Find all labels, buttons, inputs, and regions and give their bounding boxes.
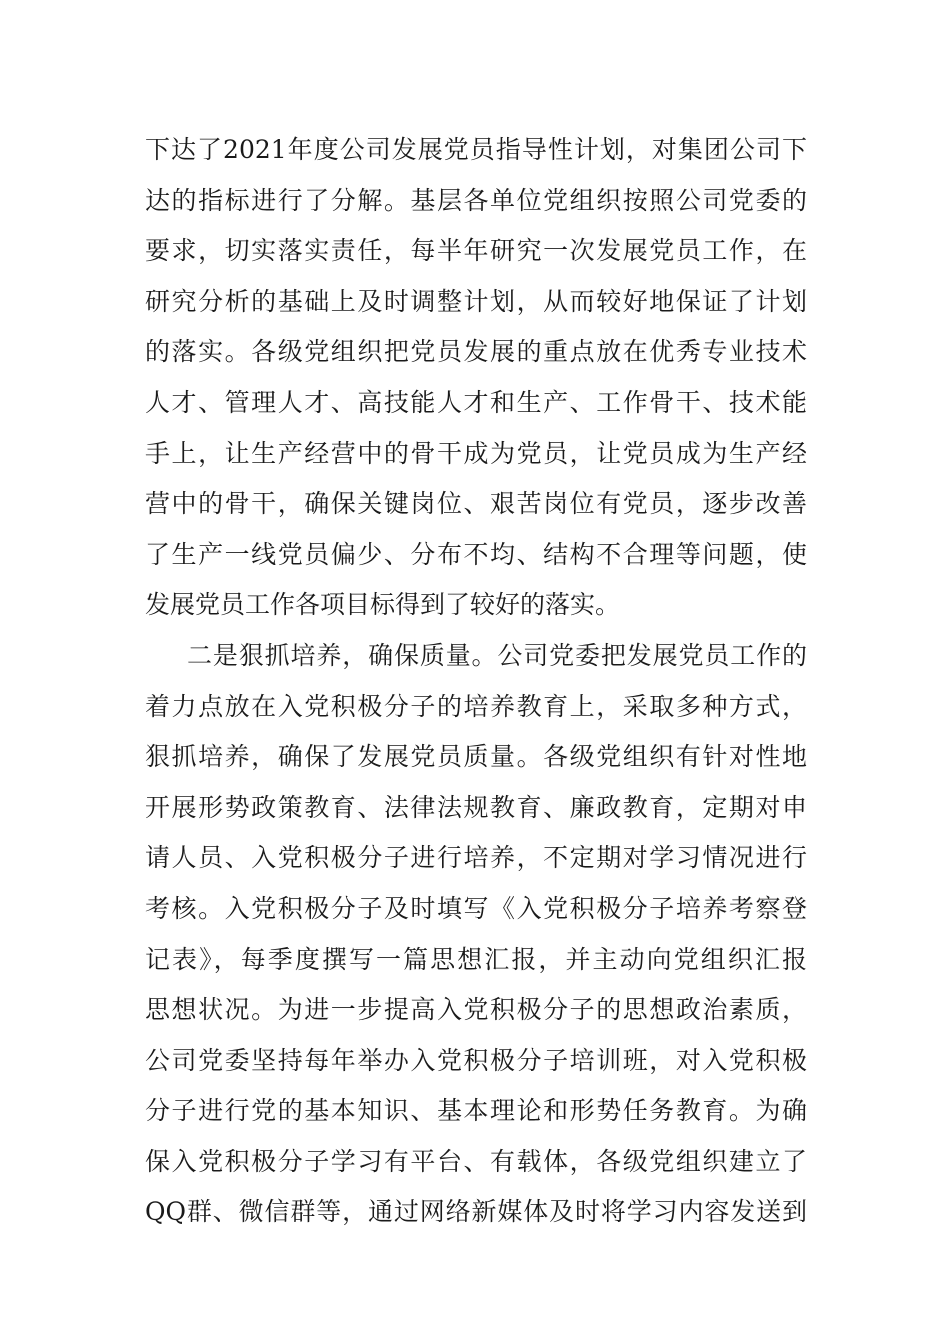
text-line: 手上，让生产经营中的骨干成为党员，让党员成为生产经	[145, 438, 807, 468]
text-line: 保入党积极分子学习有平台、有载体，各级党组织建立了	[145, 1146, 807, 1176]
text-line: 开展形势政策教育、法律法规教育、廉政教育，定期对申	[145, 792, 807, 822]
text-line: 考核。入党积极分子及时填写《入党积极分子培养考察登	[145, 893, 807, 923]
text-line: 请人员、入党积极分子进行培养，不定期对学习情况进行	[145, 843, 807, 873]
text-line: 下达了2021年度公司发展党员指导性计划，对集团公司下	[145, 135, 807, 164]
text-line: 记表》，每季度撰写一篇思想汇报，并主动向党组织汇报	[145, 944, 807, 974]
paragraph-1	[145, 125, 807, 631]
text-line: 发展党员工作各项目标得到了较好的落实。	[145, 590, 621, 620]
text-line: 思想状况。为进一步提高入党积极分子的思想政治素质，	[145, 995, 807, 1025]
text-line: 分子进行党的基本知识、基本理论和形势任务教育。为确	[145, 1096, 807, 1126]
text-line: 二是狠抓培养，确保质量。公司党委把发展党员工作的	[187, 640, 807, 670]
text-line: 营中的骨干，确保关键岗位、艰苦岗位有党员，逐步改善	[145, 489, 807, 519]
paragraph-2	[145, 631, 807, 1238]
text-line: 达的指标进行了分解。基层各单位党组织按照公司党委的	[145, 185, 807, 215]
text-line: 公司党委坚持每年举办入党积极分子培训班，对入党积极	[145, 1045, 807, 1075]
text-line: 着力点放在入党积极分子的培养教育上，采取多种方式，	[145, 691, 807, 721]
text-line: 了生产一线党员偏少、分布不均、结构不合理等问题，使	[145, 539, 807, 569]
text-line: QQ群、微信群等，通过网络新媒体及时将学习内容发送到	[145, 1197, 807, 1227]
text-line: 的落实。各级党组织把党员发展的重点放在优秀专业技术	[145, 337, 807, 367]
document-body	[145, 125, 807, 1238]
text-line: 人才、管理人才、高技能人才和生产、工作骨干、技术能	[145, 387, 807, 417]
text-line: 研究分析的基础上及时调整计划，从而较好地保证了计划	[145, 286, 807, 316]
text-line: 要求，切实落实责任，每半年研究一次发展党员工作，在	[145, 236, 807, 266]
text-line: 狠抓培养，确保了发展党员质量。各级党组织有针对性地	[145, 742, 807, 772]
